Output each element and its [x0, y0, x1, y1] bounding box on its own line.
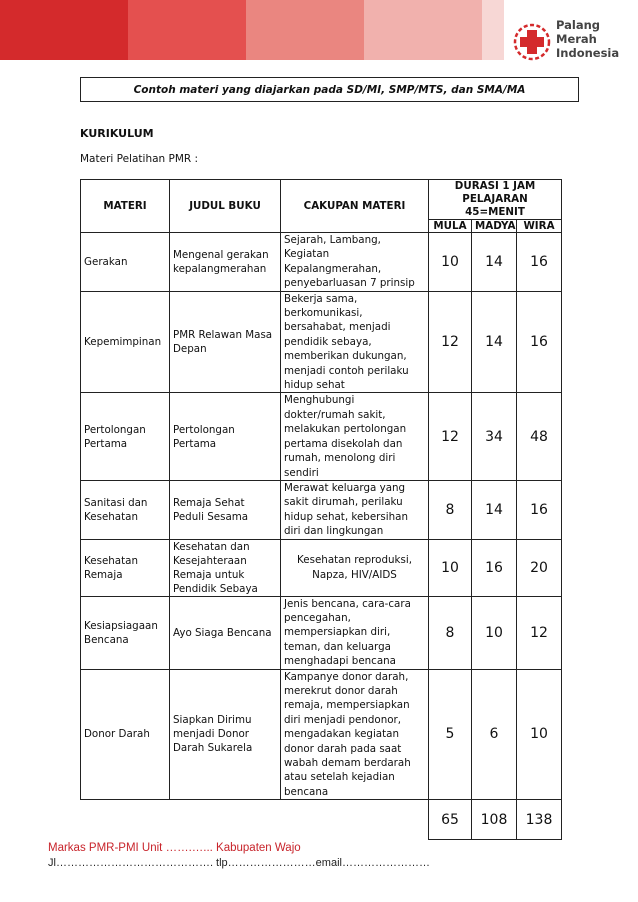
document-title: Contoh materi yang diajarkan pada SD/MI, SMP/MTS, dan SMA/MA: [80, 77, 579, 102]
curriculum-table: [80, 179, 562, 840]
cell-madya: 14: [472, 233, 517, 292]
header-band-4: [364, 0, 482, 60]
header-band-5: [482, 0, 504, 60]
table-row: [81, 233, 562, 292]
cell-judul-buku: Remaja Sehat Peduli Sesama: [170, 480, 281, 539]
intro-text: Materi Pelatihan PMR :: [80, 153, 199, 165]
cell-materi: Kepemimpinan: [81, 291, 170, 393]
cakupan-line: hidup sehat, kebersihan: [284, 510, 408, 523]
cakupan-line: donor darah pada saat: [284, 742, 402, 755]
cell-cakupan: [281, 480, 429, 539]
cakupan-line: Merawat keluarga yang: [284, 481, 406, 494]
cell-cakupan: [281, 539, 429, 596]
cell-madya: 10: [472, 596, 517, 669]
footer-contact-line: Jl……………………………………. tlp……………………email……………………: [48, 857, 430, 869]
cakupan-line: Kepalangmerahan,: [284, 262, 382, 275]
header-cakupan-materi: CAKUPAN MATERI: [281, 180, 429, 233]
cakupan-line: menghadapi bencana: [284, 655, 396, 668]
cell-materi: Sanitasi dan Kesehatan: [81, 480, 170, 539]
cakupan-line: mempersiapkan diri,: [284, 626, 391, 639]
red-cross-icon: [512, 22, 552, 62]
cell-madya: 34: [472, 393, 517, 480]
total-wira: 138: [517, 800, 562, 840]
section-heading: KURIKULUM: [80, 127, 154, 140]
cell-wira: 16: [517, 291, 562, 393]
cakupan-line: dokter/rumah sakit,: [284, 408, 386, 421]
totals-row: [81, 800, 562, 840]
header-madya: MADYA: [472, 220, 517, 233]
header-band-2: [128, 0, 246, 60]
table-row: [81, 393, 562, 480]
cakupan-line: sendiri: [284, 466, 319, 479]
cakupan-line: berkomunikasi,: [284, 307, 363, 320]
cakupan-line: melakukan pertolongan: [284, 423, 407, 436]
header-materi: MATERI: [81, 180, 170, 233]
cell-materi: Kesehatan Remaja: [81, 539, 170, 596]
cakupan-line: Napza, HIV/AIDS: [312, 568, 397, 581]
cell-materi: Donor Darah: [81, 669, 170, 800]
cell-mula: 5: [429, 669, 472, 800]
cell-mula: 8: [429, 480, 472, 539]
total-madya: 108: [472, 800, 517, 840]
cell-materi: Kesiapsiagaan Bencana: [81, 596, 170, 669]
cakupan-line: diri dan lingkungan: [284, 525, 384, 538]
cell-materi: Gerakan: [81, 233, 170, 292]
cakupan-line: rumah, menolong diri: [284, 452, 396, 465]
cell-judul-buku: Pertolongan Pertama: [170, 393, 281, 480]
totals-spacer: [81, 800, 429, 840]
cakupan-line: Kesehatan reproduksi,: [297, 554, 412, 567]
cakupan-line: Menghubungi: [284, 394, 355, 407]
header-band-3: [246, 0, 364, 60]
cakupan-line: merekrut donor darah: [284, 684, 398, 697]
cell-materi: Pertolongan Pertama: [81, 393, 170, 480]
cakupan-line: sakit dirumah, perilaku: [284, 496, 403, 509]
logo-text: [556, 18, 619, 60]
cakupan-line: mengadakan kegiatan: [284, 728, 399, 741]
header-mula: MULA: [429, 220, 472, 233]
footer-address-unit: Markas PMR-PMI Unit …….…... Kabupaten Wajo: [48, 842, 301, 854]
cell-judul-buku: Mengenal gerakan kepalangmerahan: [170, 233, 281, 292]
cakupan-line: memberikan dukungan,: [284, 350, 407, 363]
cell-mula: 10: [429, 539, 472, 596]
cell-madya: 6: [472, 669, 517, 800]
cakupan-line: menjadi contoh perilaku: [284, 364, 409, 377]
cakupan-line: Kampanye donor darah,: [284, 670, 409, 683]
cell-cakupan: [281, 596, 429, 669]
pmi-logo: [512, 18, 632, 64]
header-judul-buku: JUDUL BUKU: [170, 180, 281, 233]
table-row: [81, 480, 562, 539]
cakupan-line: hidup sehat: [284, 379, 345, 392]
cell-judul-buku: PMR Relawan Masa Depan: [170, 291, 281, 393]
cell-cakupan: [281, 291, 429, 393]
cell-judul-buku: Siapkan Dirimu menjadi Donor Darah Sukarela: [170, 669, 281, 800]
cell-wira: 48: [517, 393, 562, 480]
header-wira: WIRA: [517, 220, 562, 233]
logo-line-3: Indonesia: [556, 46, 620, 60]
table-row: [81, 291, 562, 393]
cell-wira: 16: [517, 233, 562, 292]
table-row: [81, 669, 562, 800]
cakupan-line: pendidik sebaya,: [284, 335, 372, 348]
cakupan-line: wabah demam berdarah: [284, 757, 411, 769]
cell-mula: 12: [429, 393, 472, 480]
cell-madya: 14: [472, 480, 517, 539]
cell-mula: 8: [429, 596, 472, 669]
cakupan-line: Bekerja sama,: [284, 292, 358, 305]
table-row: [81, 539, 562, 596]
cakupan-line: Jenis bencana, cara-cara: [284, 597, 411, 610]
logo-line-1: Palang: [556, 18, 601, 32]
cell-madya: 16: [472, 539, 517, 596]
cell-mula: 12: [429, 291, 472, 393]
table-row: [81, 596, 562, 669]
cell-wira: 20: [517, 539, 562, 596]
cell-wira: 10: [517, 669, 562, 800]
cell-madya: 14: [472, 291, 517, 393]
cakupan-line: Sejarah, Lambang,: [284, 234, 381, 246]
cell-wira: 16: [517, 480, 562, 539]
cakupan-line: pertama disekolah dan: [284, 437, 403, 450]
cell-cakupan: [281, 233, 429, 292]
cell-mula: 10: [429, 233, 472, 292]
logo-line-2: Merah: [556, 32, 597, 46]
cakupan-line: pencegahan,: [284, 611, 351, 624]
cakupan-line: teman, dan keluarga: [284, 640, 391, 653]
cakupan-line: atau setelah kejadian: [284, 771, 395, 784]
header-durasi: DURASI 1 JAM PELAJARAN 45=MENIT: [429, 180, 562, 220]
header-band-1: [0, 0, 128, 60]
cell-judul-buku: Ayo Siaga Bencana: [170, 596, 281, 669]
cakupan-line: penyebarluasan 7 prinsip: [284, 277, 415, 290]
cakupan-line: diri menjadi pendonor,: [284, 713, 402, 726]
cell-cakupan: [281, 393, 429, 480]
cakupan-line: remaja, mempersiapkan: [284, 699, 410, 712]
cell-wira: 12: [517, 596, 562, 669]
cakupan-line: bencana: [284, 785, 329, 798]
cakupan-line: bersahabat, menjadi: [284, 321, 391, 334]
cakupan-line: Kegiatan: [284, 248, 330, 261]
cell-cakupan: [281, 669, 429, 800]
total-mula: 65: [429, 800, 472, 840]
header-row: [81, 180, 562, 220]
cell-judul-buku: Kesehatan dan Kesejahteraan Remaja untuk Pendidik Sebaya: [170, 539, 281, 596]
